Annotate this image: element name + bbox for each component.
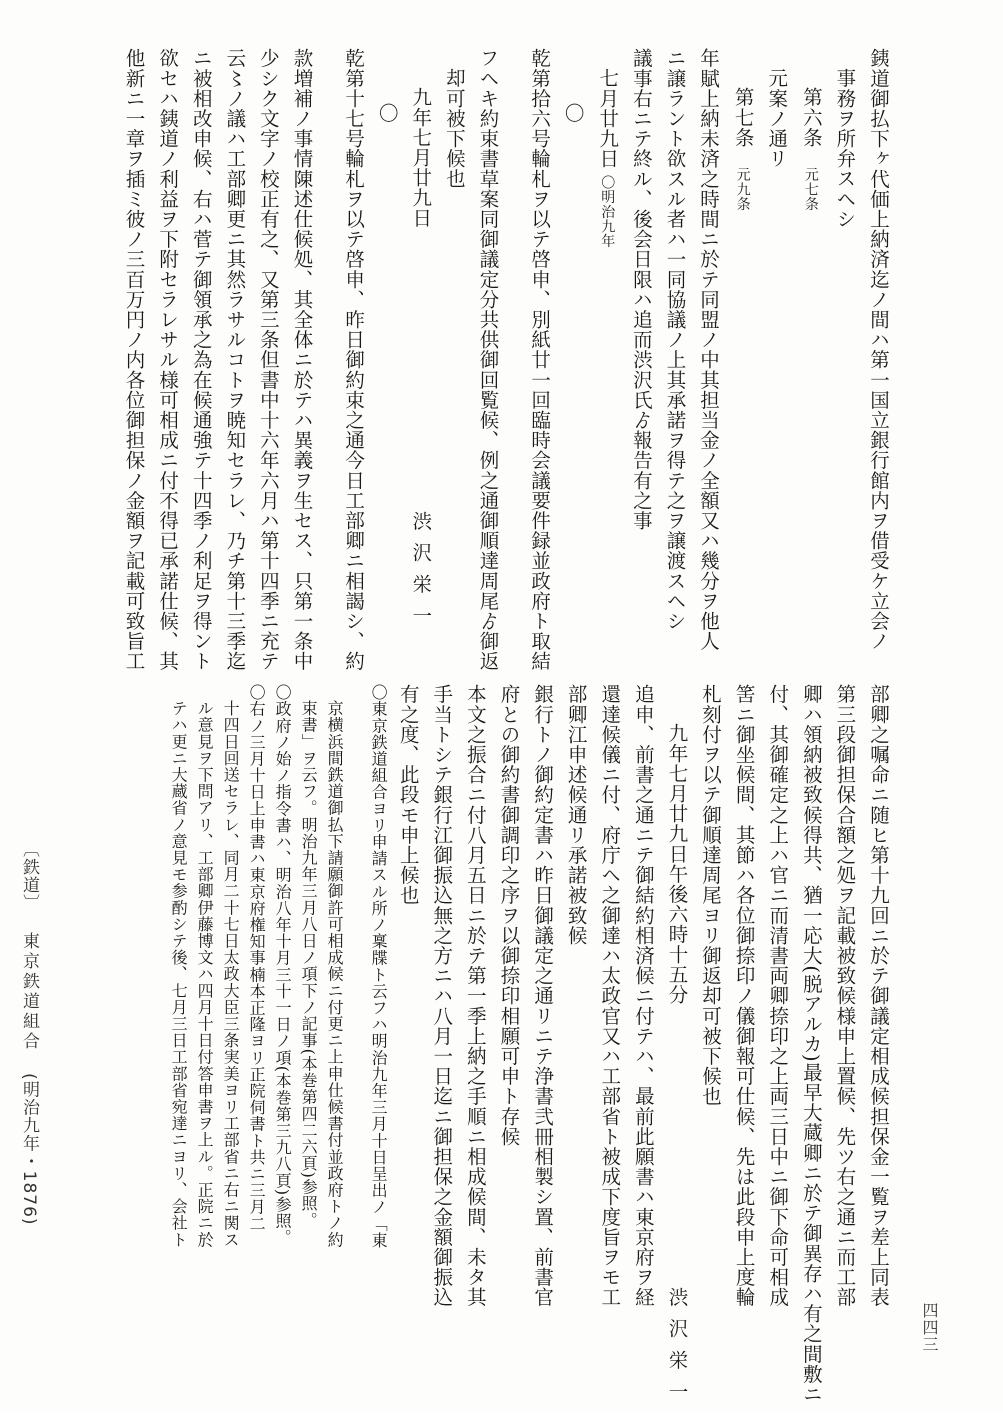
editorial-note-line: 束書」ヲ云フ。明治九年三月八日ノ項下ノ記事(本巻第四二六頁)参照。 [299, 700, 319, 1229]
text-line: 銕道御払下ヶ代価上納済迄ノ間ハ第一国立銀行館内ヲ借受ケ立会ノ [867, 48, 890, 651]
article-heading [793, 48, 828, 668]
editorial-note-line: 〇右ノ三月十日上申書ハ東京府権知事楠本正隆ヨリ正院伺書ト共ニ三月二 [247, 684, 267, 1232]
text-line: 少シク文字ノ校正有之、又第三条但書中十六年六月ハ第十四季ニ充テ [256, 48, 280, 672]
date-line [590, 48, 625, 668]
original-article-note: 元九条 [734, 167, 751, 212]
text-line: 手当トシテ銀行江御振込無之方ニハ八月一日迄ニ御担保之金額御振込 [430, 684, 454, 1308]
editorial-note-line: ル意見ヲ下問アリ、工部卿伊藤博文ハ四月十日付答申書ヲ上ル。正院ニ於 [195, 700, 215, 1248]
text-line: 元案ノ通リ [765, 67, 789, 168]
era-label: (明治九年・1876) [19, 1072, 39, 1226]
date-text: 九年七月廿九日午後六時十五分 [665, 723, 689, 1005]
text-line: ニ譲ラント欲スル者ハ一同協議ノ上其承諾ヲ得テ之ヲ譲渡スヘシ [663, 48, 687, 631]
text-line: 年賦上納未済之時間ニ於テ同盟ノ中其担当金ノ全額又ハ幾分ヲ他人 [697, 48, 721, 651]
text-line: 卿ハ領納被致候得共、猶一応大(脱アルカ)最早大蔵卿ニ於テ御異存ハ有之間敷ニ [799, 684, 823, 1404]
original-article-note: 元七条 [802, 167, 819, 212]
text-line: 部卿江申述候通リ承諾被致候 [564, 684, 588, 946]
text-line: 他新ニ一章ヲ插ミ彼ノ三百万円ノ内各位御担保ノ金額ヲ記載可致旨工 [122, 48, 146, 672]
editorial-note-line: 十四日回送セラレ、同月二十七日太政大臣三条実美ヨリ工部省ニ右ニ関ス [221, 700, 241, 1248]
editorial-note-line: 〇東京鉄道組合ヨリ申請スル所ノ稟牒ト云フハ明治九年三月十日呈出ノ「東 [369, 684, 389, 1249]
text-line: 付、其御確定之上ハ官ニ而清書両卿捺印之上両三日中ニ御下命可相成 [766, 684, 790, 1308]
text-line: ニ被相改申候、右ハ菅テ御領承之為在候通強テ十四季ノ利足ヲ得ント [189, 48, 213, 672]
text-line: 還達候儀ニ付、府庁ヘ之御達ハ太政官又ハ工部省ト被成下度旨ヲモ工 [598, 684, 622, 1308]
section-label: 〔鉄道〕 [19, 840, 39, 912]
text-line: 第三段御担保合額之処ヲ記載被致候様申上置候、先ツ右之通ニ而工部 [833, 684, 857, 1308]
text-line: 札刻付ヲ以テ御順達周尾ヨリ御返却可被下候也 [699, 684, 723, 1107]
text-line: 却可被下候也 [442, 67, 466, 189]
text-line: フヘキ約束書草案同御議定分共供御回覧候、例之通御順達周尾ゟ御返 [476, 48, 500, 672]
editorial-note-line: テハ更ニ大蔵省ノ意見モ参酌シテ後、七月三日工部省宛達ニヨリ、会社ト [169, 700, 189, 1248]
signature-name: 渋沢栄一 [409, 510, 433, 637]
upper-text-block [85, 48, 895, 672]
date-text: 七月廿九日 [596, 67, 620, 168]
text-line: 有之度、此段モ申上候也 [396, 684, 420, 906]
text-line: 議事右ニテ終ル、後会日限ハ追而渋沢氏ゟ報告有之事 [629, 48, 653, 531]
editorial-note-line: 京横浜間鉄道御払下請願御許可相成候ニ付更ニ上申仕候書付並政府トノ約 [325, 700, 345, 1248]
date-signature-line [404, 48, 438, 668]
text-line: 本文之振合ニ付八月五日ニ於テ第一季上納之手順ニ相成候間、未タ其 [463, 684, 487, 1308]
text-line: 銀行トノ御約定書ハ昨日御議定之通リニテ浄書弐冊相製シ置、前書官 [531, 684, 555, 1308]
text-line: 款増補ノ事情陳述仕候処、其全体ニ於テハ異義ヲ生セス、只第一条中 [290, 48, 314, 672]
article-number: 第六条 [799, 87, 823, 148]
date-signature-line [660, 684, 694, 1413]
running-header [18, 840, 40, 1239]
text-line: 事務ヲ所弁スヘシ [833, 67, 857, 229]
text-line: 府との御約書御調印之序ヲ以御捺印相願可申ト存候 [497, 684, 521, 1147]
text-line: 欲セハ銕道ノ利益ヲ下附セラレサル様可相成ニ付不得已承諾仕候、其 [156, 48, 180, 672]
editorial-note-line: 〇政府ノ始ノ指令書ハ、明治八年十月三十一日ノ項(本巻第三九八頁)参照。 [273, 684, 293, 1246]
text-line: 云〻ノ議ハ工部卿更ニ其然ラサルコトヲ暁知セラレ、乃チ第十三季迄 [223, 48, 247, 672]
lower-text-block [85, 684, 895, 1413]
text-line: 筈ニ御坐候間、其節ハ各位御捺印ノ儀御報可仕候、先は此段申上度輪 [732, 684, 756, 1308]
section-marker: 〇 [375, 102, 399, 123]
text-line: 追申、前書之通ニテ御結約相済候ニ付テハ、最前此願書ハ東京府ヲ経 [631, 684, 655, 1308]
text-line: 乾第十七号輪札ヲ以テ啓申、昨日御約束之通今日工部卿ニ相謁シ、約 [342, 48, 366, 672]
page-number: 四四三 [920, 1302, 939, 1353]
text-line: 部卿之嘱命ニ随ヒ第十九回ニ於テ御議定相成候担保金一覧ヲ差上同表 [867, 684, 890, 1308]
date-text: 九年七月廿九日 [409, 87, 433, 228]
section-marker: 〇 [561, 102, 585, 123]
signature-name: 渋沢栄一 [665, 1287, 689, 1413]
article-number: 第七条 [731, 87, 755, 148]
article-heading [725, 48, 760, 668]
era-note: 〇明治九年 [599, 174, 616, 248]
section-title: 東京鉄道組合 [19, 932, 39, 1053]
text-line: 乾第拾六号輪札ヲ以テ啓申、別紙廿一回臨時会議要件録並政府ト取結 [528, 48, 552, 672]
